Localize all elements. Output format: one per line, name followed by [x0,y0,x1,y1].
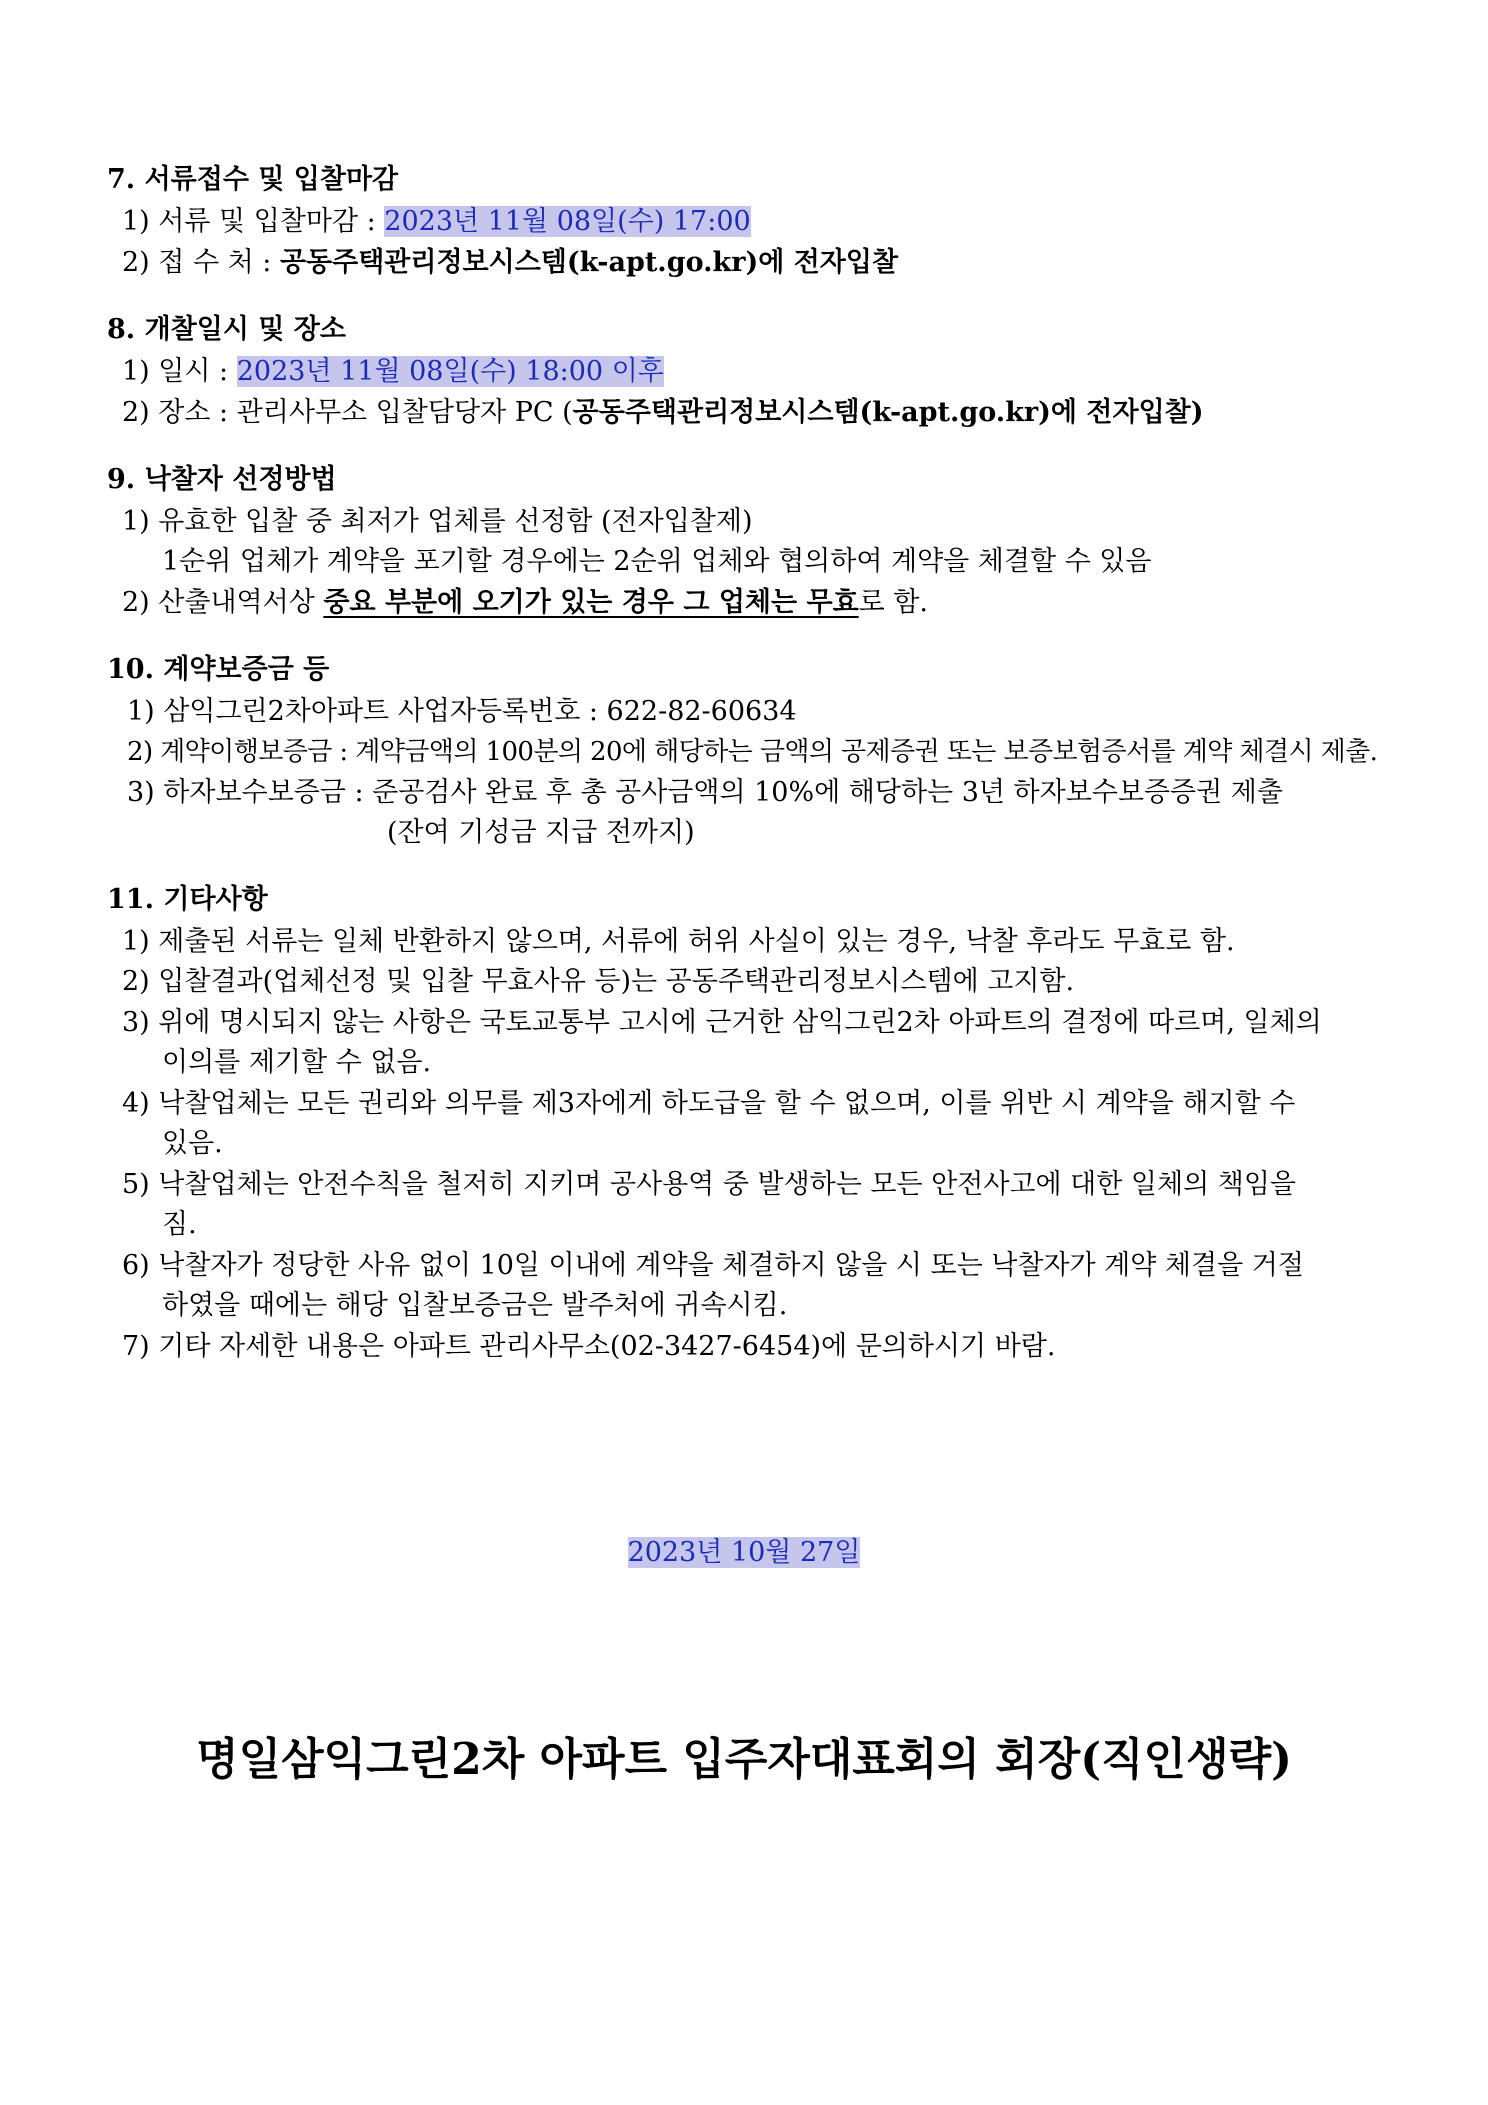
s9-item-2 [122,586,928,620]
s11-item-4-cont: 있음. [162,1128,223,1159]
s7-item-1-label: 1) 서류 및 입찰마감 : [122,206,385,237]
section-11-heading: 11. 기타사항 [107,884,268,915]
s9-item-1-cont: 1순위 업체가 계약을 포기할 경우에는 2순위 업체와 협의하여 계약을 체결할 수 있음 [162,546,1152,577]
s9-item-2-underlined: 중요 부분에 오기가 있는 경우 그 업체는 무효 [323,587,859,618]
s10-item-1: 1) 삼익그린2차아파트 사업자등록번호 : 622-82-60634 [127,696,797,727]
s7-item-2-value: 공동주택관리정보시스템(k-apt.go.kr)에 전자입찰 [279,247,899,278]
s8-item-2-value: 공동주택관리정보시스템(k-apt.go.kr)에 전자입찰) [572,397,1204,428]
document-date-text: 2023년 10월 27일 [627,1537,861,1568]
s11-item-3-cont: 이의를 제기할 수 없음. [162,1047,432,1078]
s7-item-1 [122,205,751,239]
s8-item-2 [122,396,1204,430]
s9-item-1: 1) 유효한 입찰 중 최저가 업체를 선정함 (전자입찰제) [122,506,753,537]
s7-deadline-value: 2023년 11월 08일(수) 17:00 [384,206,751,237]
s9-item-2-pre: 2) 산출내역서상 [122,587,324,618]
s11-item-5: 5) 낙찰업체는 안전수칙을 철저히 지키며 공사용역 중 발생하는 모든 안전사고에 대한 일체의 책임을 [122,1169,1296,1200]
s10-item-3-cont: (잔여 기성금 지급 전까지) [387,817,695,848]
s10-item-3: 3) 하자보수보증금 : 준공검사 완료 후 총 공사금액의 10%에 해당하는 3년 하자보수보증증권 제출 [127,777,1283,808]
section-8-heading: 8. 개찰일시 및 장소 [107,314,346,345]
s11-item-6-cont: 하였을 때에는 해당 입찰보증금은 발주처에 귀속시킴. [162,1290,788,1321]
s11-item-3: 3) 위에 명시되지 않는 사항은 국토교통부 고시에 근거한 삼익그린2차 아파트의 결정에 따르며, 일체의 [122,1007,1322,1038]
s8-opening-value: 2023년 11월 08일(수) 18:00 이후 [236,356,664,387]
s7-item-2 [122,246,898,280]
section-10-heading: 10. 계약보증금 등 [107,654,330,685]
s8-item-1 [122,355,664,389]
s11-item-4: 4) 낙찰업체는 모든 권리와 의무를 제3자에게 하도급을 할 수 없으며, 이를 위반 시 계약을 해지할 수 [122,1088,1296,1119]
section-9-heading: 9. 낙찰자 선정방법 [107,464,337,495]
s11-item-7: 7) 기타 자세한 내용은 아파트 관리사무소(02-3427-6454)에 문의하시기 바람. [122,1331,1056,1362]
s11-item-2: 2) 입찰결과(업체선정 및 입찰 무효사유 등)는 공동주택관리정보시스템에 고지함. [122,966,1075,997]
s11-item-5-cont: 짐. [162,1209,197,1240]
document-date [0,1536,1488,1570]
s11-item-1: 1) 제출된 서류는 일체 반환하지 않으며, 서류에 허위 사실이 있는 경우, 낙찰 후라도 무효로 함. [122,926,1235,957]
s8-item-2-label: 2) 장소 : 관리사무소 입찰담당자 PC ( [122,397,573,428]
section-7-heading: 7. 서류접수 및 입찰마감 [107,164,399,195]
s7-item-2-label: 2) 접 수 처 : [122,247,280,278]
s8-item-1-label: 1) 일시 : [122,356,237,387]
s10-item-2: 2) 계약이행보증금 : 계약금액의 100분의 20에 해당하는 금액의 공제증권 또는 보증보험증서를 계약 체결시 제출. [127,737,1378,767]
s9-item-2-post: 로 함. [858,587,928,618]
s11-item-6: 6) 낙찰자가 정당한 사유 없이 10일 이내에 계약을 체결하지 않을 시 또는 낙찰자가 계약 체결을 거절 [122,1250,1304,1281]
signature-line: 명일삼익그린2차 아파트 입주자대표회의 회장(직인생략) [196,1734,1292,1785]
